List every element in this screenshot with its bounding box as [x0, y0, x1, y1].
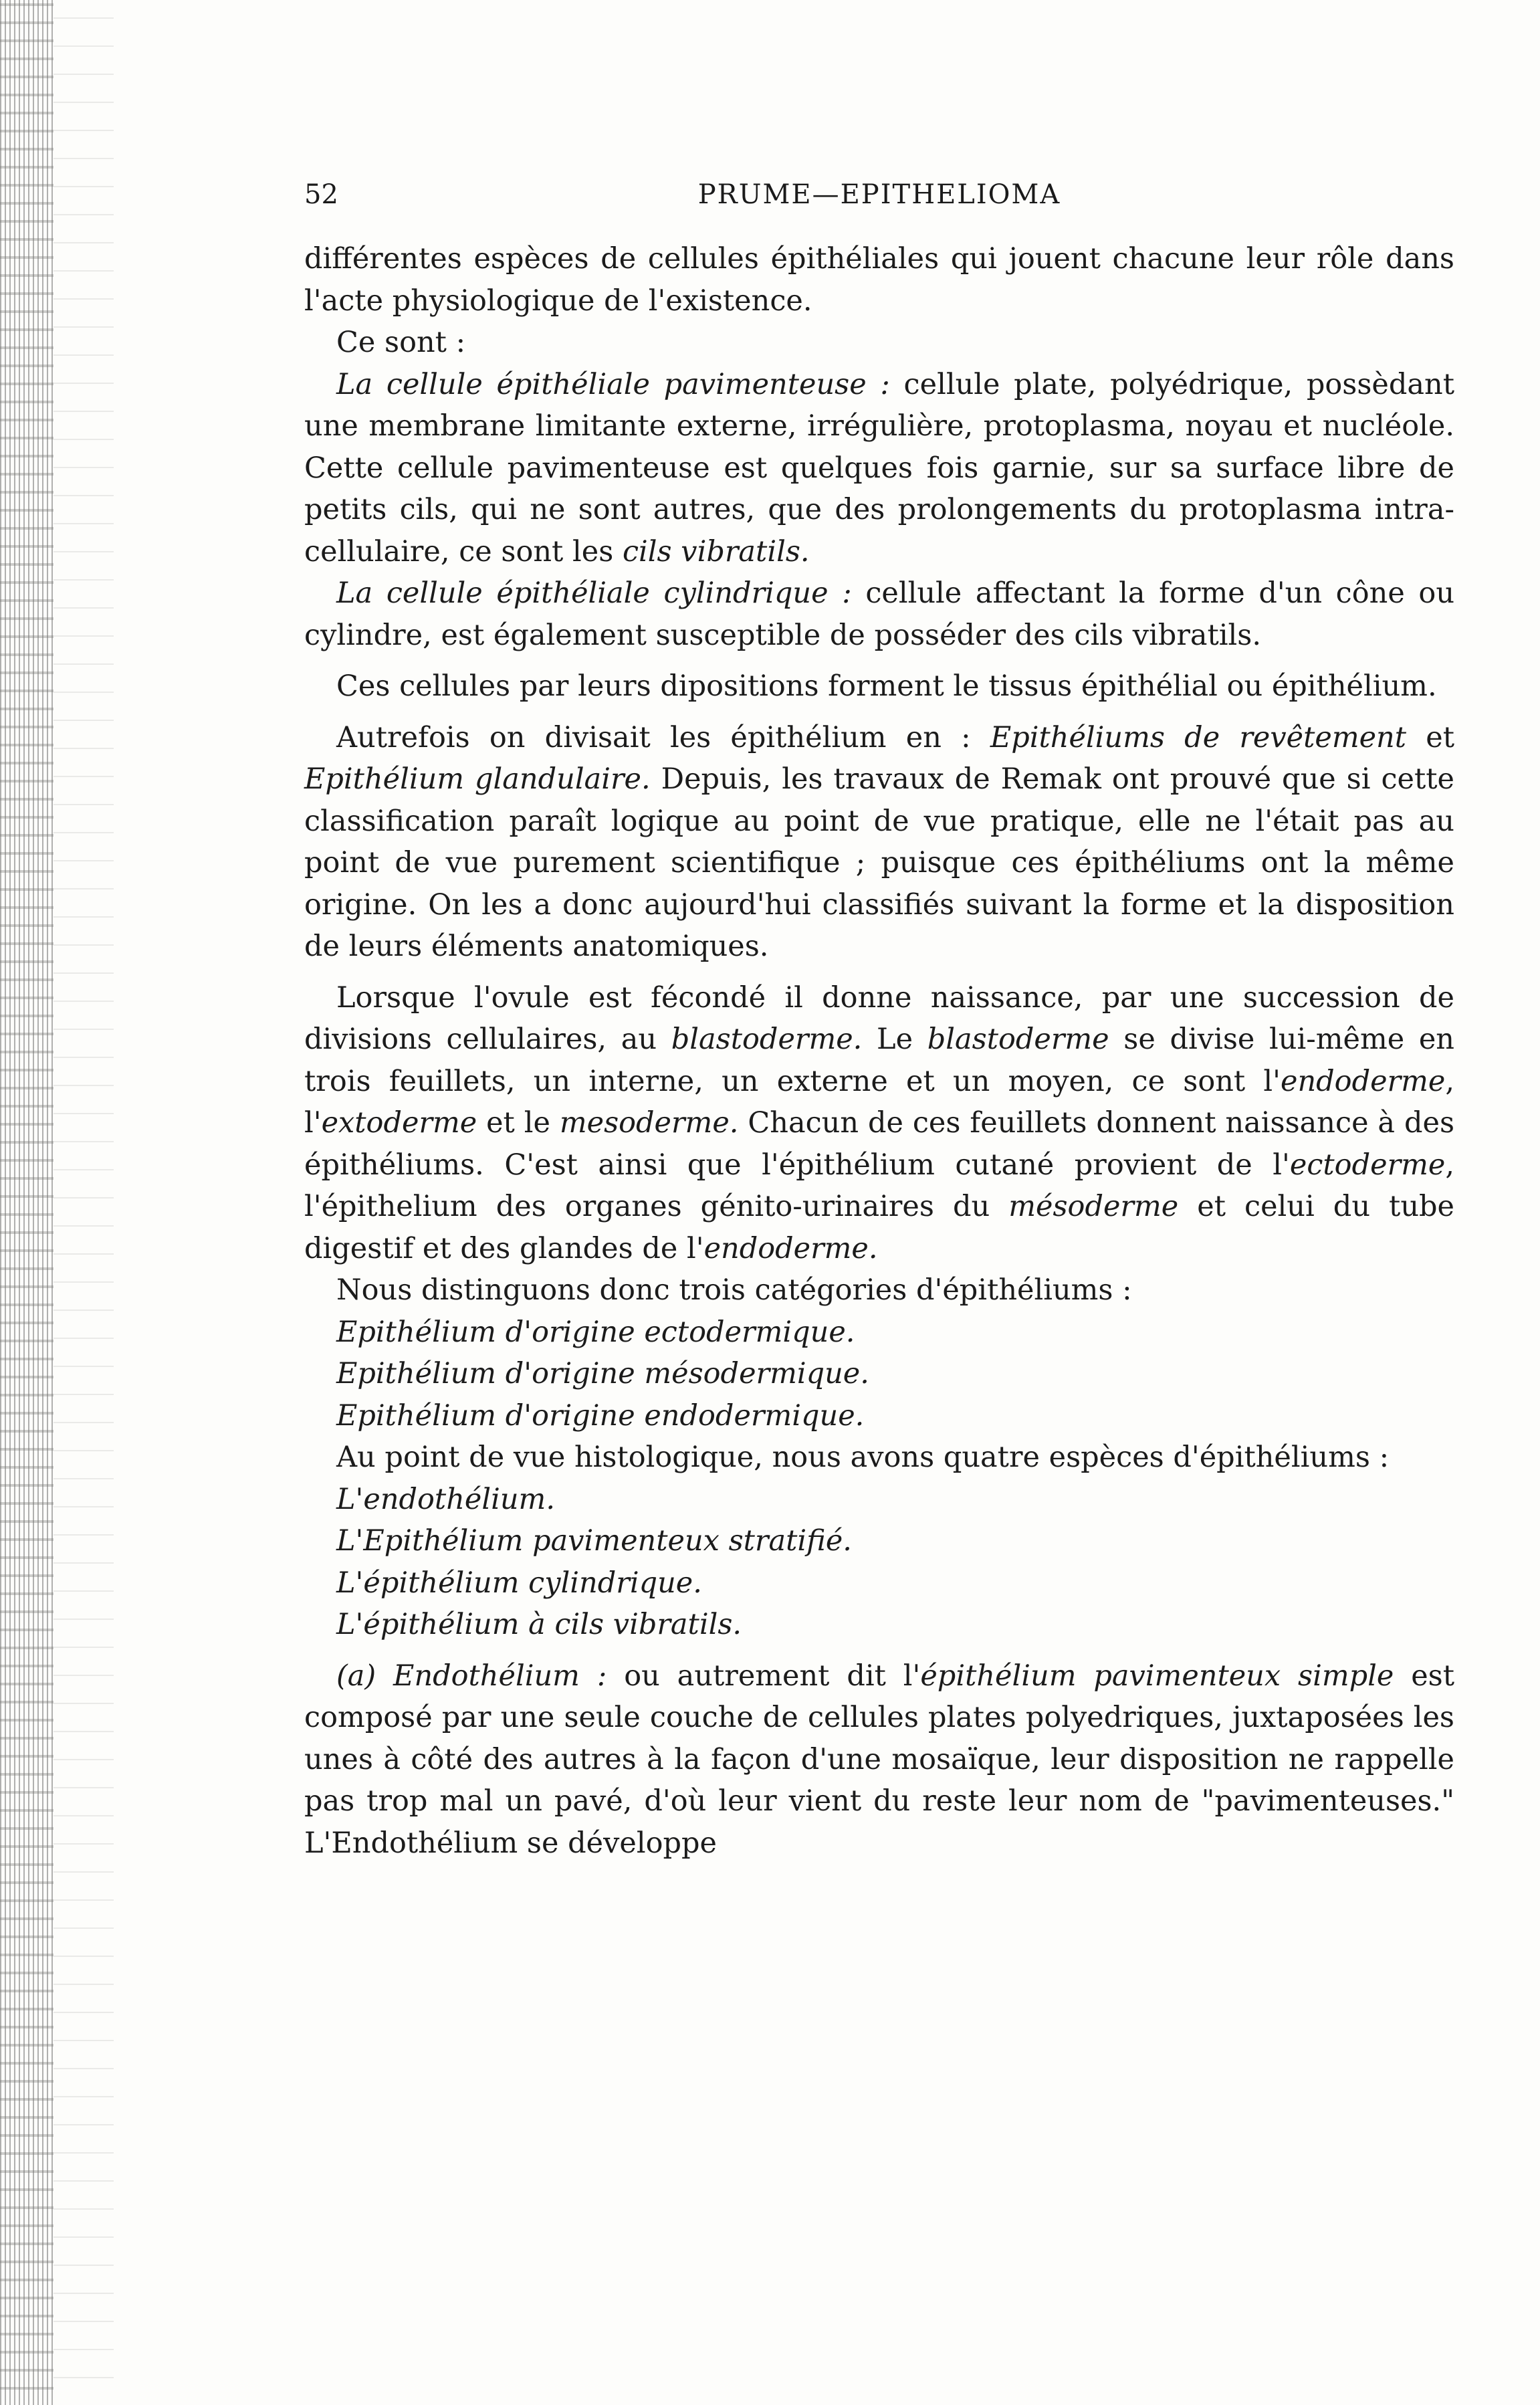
term-lead: La cellule épithéliale cylindrique : — [336, 577, 852, 610]
paragraph-5: Ces cellules par leurs dipositions forment le tissus épithélial ou épithélium. — [336, 669, 1437, 703]
term: extoderme — [321, 1106, 477, 1140]
term: Epithélium glandulaire. — [304, 762, 651, 796]
paragraph-text: cellule affectant la forme d'un cône ou cylindre, est également susceptible de posséder des cils vibratils. — [304, 577, 1455, 652]
list-item: L'Epithélium pavimenteux stratifié. — [336, 1524, 852, 1558]
term: épithélium pavimenteux simple — [920, 1659, 1394, 1693]
page-body — [304, 238, 1454, 1864]
paragraph-histologique: Au point de vue histologique, nous avons quatre espèces d'épithéliums : — [336, 1441, 1390, 1474]
paragraph-ovule — [304, 977, 1454, 1270]
term-lead: (a) Endothélium : — [336, 1659, 607, 1693]
term: endoderme. — [703, 1231, 878, 1265]
list-item: Epithélium d'origine ectodermique. — [336, 1315, 855, 1349]
term: ectoderme — [1289, 1148, 1446, 1182]
paragraph-text: , l'épithelium des organes génito-urinaires du — [304, 1148, 1454, 1223]
term: blastoderme — [927, 1023, 1109, 1056]
paragraph-text: se divise lui-même en trois feuillets, un interne, un externe et un moyen, ce sont l' — [304, 1023, 1455, 1098]
paragraph-text: Depuis, les travaux de Remak ont prouvé que si cette classification paraît logique au point de vue pratique, elle ne l'était pas au point de vue purement scientifique ; puisque ces épithéliums ont la même origine. On les a donc aujourd'hui classifiés suivant la forme et la disposition de leurs éléments anatomiques. — [304, 762, 1454, 963]
paragraph-text: Autrefois on divisait les épithélium en : — [336, 720, 990, 754]
term: mesoderme. — [559, 1106, 739, 1140]
paragraph-categories: Nous distinguons donc trois catégories d'épithéliums : — [336, 1273, 1132, 1307]
list-item: Epithélium d'origine mésodermique. — [336, 1357, 869, 1390]
page-number: 52 — [304, 179, 338, 210]
paragraph-endothelium — [304, 1655, 1454, 1865]
binding-gutter-shadow — [53, 0, 114, 2405]
running-head: PRUME—EPITHELIOMA — [697, 179, 1061, 210]
term: mésoderme — [1008, 1190, 1179, 1223]
paragraph-text: Lorsque l'ovule est fécondé il donne naissance, par une succession de divisions cellulaires, au — [304, 980, 1454, 1056]
list-item: Epithélium d'origine endodermique. — [336, 1398, 865, 1433]
term-lead: La cellule épithéliale pavimenteuse : — [336, 367, 890, 401]
list-item: L'épithélium à cils vibratils. — [336, 1608, 742, 1641]
term: blastoderme. — [671, 1023, 863, 1056]
paragraph-text: et celui du tube digestif et des glandes de l' — [304, 1190, 1454, 1265]
paragraph-1: différentes espèces de cellules épithéliales qui jouent chacune leur rôle dans l'acte physiologique de l'existence. — [304, 242, 1454, 318]
term: endoderme — [1281, 1064, 1446, 1098]
paragraph-text: Le — [862, 1023, 927, 1056]
paragraph-text: ou autrement dit l' — [607, 1659, 921, 1693]
paragraph-text: est composé par une seule couche de cellules plates polyedriques, juxtaposées les unes à côté des autres à la façon d'une mosaïque, leur disposition ne rappelle pas trop mal un pavé, d'où leur vient du reste leur nom de "pavimenteuses." L'Endothélium se développe — [304, 1659, 1454, 1860]
paragraph-cylindrique — [304, 572, 1454, 656]
paragraph-pavimenteuse — [304, 364, 1454, 573]
paragraph-text: , l' — [304, 1064, 1454, 1140]
paragraph-text: Chacun de ces feuillets donnent naissance à des épithéliums. C'est ainsi que l'épithélium cutané provient de l' — [304, 1106, 1455, 1182]
term: cils vibratils. — [622, 534, 810, 568]
paragraph-2: Ce sont : — [336, 326, 466, 359]
paragraph-autrefois — [304, 717, 1454, 968]
term: Epithéliums de revêtement — [990, 720, 1407, 754]
paragraph-text: cellule plate, polyédrique, possèdant une membrane limitante externe, irrégulière, protoplasma, noyau et nucléole. Cette cellule pavimenteuse est quelques fois garnie, sur sa surface libre de petits cils, qui ne sont autres, que des prolongements du protoplasma intra-cellulaire, ce sont les — [304, 367, 1455, 568]
list-item: L'épithélium cylindrique. — [336, 1566, 702, 1600]
page-header — [304, 179, 1454, 219]
paragraph-text: et le — [477, 1106, 560, 1140]
list-item: L'endothélium. — [336, 1482, 555, 1516]
paragraph-text: et — [1406, 720, 1454, 754]
binding-gutter — [0, 0, 53, 2405]
